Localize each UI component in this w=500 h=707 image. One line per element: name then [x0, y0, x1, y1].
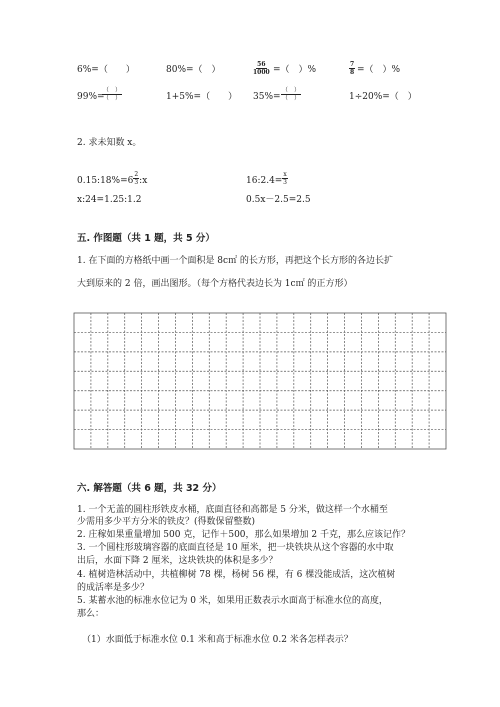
section-6-line: 出后，水面下降 2 厘米，这块铁块的体积是多少？	[77, 556, 278, 566]
section-6-line: 1. 一个无盖的圆柱形铁皮水桶，底面直径和高都是 5 分米，做这样一个水桶至	[77, 505, 388, 515]
section-6-line: 的成活率是多少？	[77, 583, 150, 593]
section-6-line: 3. 一个圆柱形玻璃容器的底面直径是 10 厘米，把一块铁块从这个容器的水中取	[77, 543, 394, 553]
fraction-numerator: （ ）	[103, 87, 122, 94]
section-6-line: 少需用多少平方分米的铁皮？(得数保留整数)	[77, 517, 256, 527]
fraction-2-3: $\frac{2}{3}$	[134, 171, 139, 186]
section-6-title: 六. 解答题（共 6 题，共 32 分）	[77, 483, 222, 494]
fraction-56-1000	[253, 61, 270, 76]
expr-fraction-percent-2: =（ ）%	[357, 65, 401, 75]
expr-80-percent: 80%=（ ）	[166, 65, 221, 75]
section-6-line: 4. 植树造林活动中，共植柳树 78 棵，杨树 56 棵，有 6 棵没能成活，这次植树	[77, 570, 396, 580]
section-5-title: 五. 作图题（共 1 题，共 5 分）	[77, 233, 215, 244]
fraction-denominator: （ ）	[103, 95, 122, 102]
expr-1-div-20-percent: 1÷20%=（ ）	[349, 92, 417, 102]
fraction-numerator: （ ）	[282, 87, 301, 94]
expr-fraction-percent: =（ ）%	[273, 65, 317, 75]
section-6-line: 2. 庄稼如果重量增加 500 克，记作＋500，那么如果增加 2 千克，那么应该记作？	[77, 530, 410, 540]
equation-2: 16:2.4= $\frac{x}{3}$	[246, 171, 287, 186]
fraction-denominator: （ ）	[282, 95, 301, 102]
expr-99-percent: 99%=	[77, 92, 105, 102]
section-6-line: 那么：	[77, 609, 105, 619]
fraction-7-8	[349, 61, 355, 76]
square-grid-paper[interactable]	[73, 312, 447, 450]
blank-fraction	[102, 87, 122, 102]
fraction-x-3: $\frac{x}{3}$	[283, 171, 287, 186]
section-5-q1-line1: 1. 在下面的方格纸中画一个面积是 8c㎡ 的长方形，再把这个长方形的各边长扩	[77, 256, 393, 266]
section-6-line: 5. 某蓄水池的标准水位记为 0 米，如果用正数表示水面高于标准水位的高度，	[77, 596, 388, 606]
equation-4: 0.5x－2.5=2.5	[246, 195, 311, 205]
equation-1: 0.15:18%=6 $\frac{2}{3}$ :x	[77, 171, 148, 186]
expr-6-percent: 6%=（ ）	[77, 65, 135, 75]
fraction-denominator: 1000	[253, 69, 270, 76]
fraction-numerator: 56	[257, 61, 266, 68]
section-5-q1-line2: 大到原来的 2 倍，画出图形。（每个方格代表边长为 1c㎡ 的正方形）	[77, 279, 353, 289]
blank-fraction	[281, 87, 301, 102]
fraction-numerator: 7	[350, 61, 355, 68]
question-2-title: 2. 求未知数 x。	[77, 138, 142, 148]
expr-35-percent: 35%=	[253, 92, 281, 102]
section-6-sub-question-1: （1）水面低于标准水位 0.1 米和高于标准水位 0.2 米各怎样表示？	[82, 635, 353, 645]
fraction-denominator: 8	[350, 69, 355, 76]
expr-1-plus-5-percent: 1+5%=（ ）	[166, 92, 238, 102]
equation-3: x:24=1.25:1.2	[77, 195, 142, 205]
